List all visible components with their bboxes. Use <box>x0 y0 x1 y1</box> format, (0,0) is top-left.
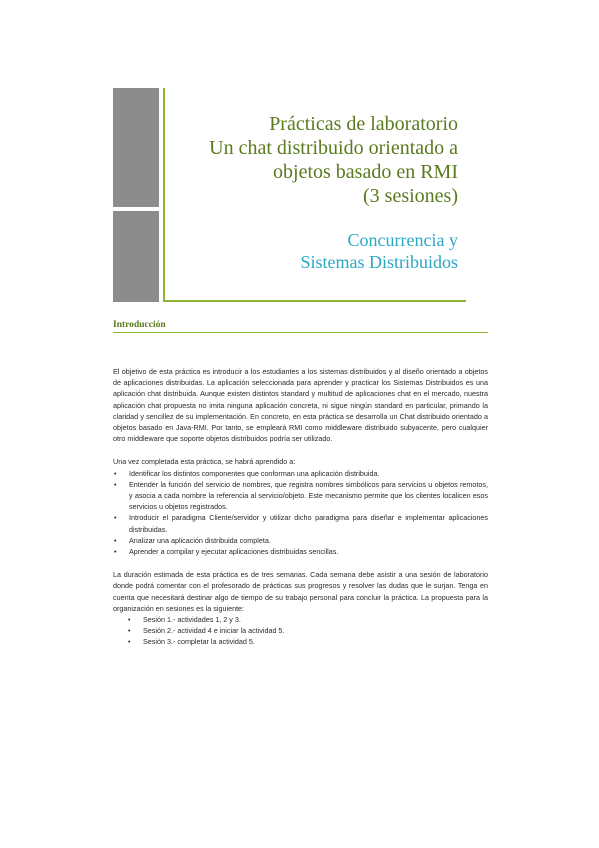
subtitle-line-2: Sistemas Distribuidos <box>300 252 458 272</box>
learning-intro: Una vez completada esta práctica, se habrá aprendido a: <box>113 457 296 467</box>
learning-list <box>113 468 488 558</box>
gray-bar-bottom <box>113 211 159 302</box>
title-line-3: objetos basado en RMI <box>273 161 458 183</box>
section-heading: Introducción <box>113 320 488 333</box>
title-line-4: (3 sesiones) <box>363 185 458 207</box>
bullet-icon: • <box>114 535 117 545</box>
document-subtitle <box>300 229 458 273</box>
bullet-icon: • <box>114 468 117 478</box>
learning-item: • Identificar los distintos componentes que conforman una aplicación distribuida. <box>114 468 380 478</box>
learning-item: • Aprender a compilar y ejecutar aplicaciones distribuidas sencillas. <box>114 547 339 557</box>
session-item: • Sesión 1.- actividades 1, 2 y 3. <box>128 615 241 625</box>
green-horizontal-rule <box>163 300 466 302</box>
bullet-icon: • <box>114 547 117 557</box>
learning-item: • Analizar una aplicación distribuida completa. <box>114 535 271 545</box>
sessions-list <box>113 614 488 648</box>
title-block <box>113 88 466 302</box>
duration-paragraph: La duración estimada de esta práctica es de tres semanas. Cada semana debe asistir a una sesión de laboratorio donde podrá comentar con el profesorado de prácticas sus progresos y resolver las dudas que le surjan. Tenga en cuenta que necesitará destinar algo de tiempo de su trabajo personal para concluir la práctica. La propuesta para la organización en sesiones es la siguiente: <box>113 570 488 613</box>
session-item: • Sesión 2.- actividad 4 e iniciar la actividad 5. <box>128 626 285 636</box>
bullet-icon: • <box>128 626 131 636</box>
bullet-icon: • <box>114 479 117 489</box>
session-item: • Sesión 3.- completar la actividad 5. <box>128 637 255 647</box>
intro-paragraph: El objetivo de esta práctica es introducir a los estudiantes a los sistemas distribuidos y al diseño orientado a objetos de aplicaciones distribuidas. La aplicación seleccionada para aprender y practicar los Sistemas Distribuidos es una aplicación chat distribuida. Aunque existen distintos standard y multitud de aplicaciones chat en el mercado, nuestra aplicación chat propuesta no imita ninguna aplicación concreta, ni sigue ningún standard en particular, primando la claridad y sencillez de su implementación. En concreto, en esta práctica se desarrolla un Chat distribuido orientado a objetos basado en Java-RMI. Por tanto, se empleará RMI como middleware distribuido subyacente, pero cualquier otro middleware que soporte objetos distribuidos podría ser utilizado. <box>113 367 488 444</box>
title-line-1: Prácticas de laboratorio <box>269 113 458 135</box>
gray-bar-top <box>113 88 159 207</box>
subtitle-line-1: Concurrencia y <box>347 230 458 250</box>
document-title <box>209 112 458 208</box>
document-body <box>113 366 488 648</box>
learning-item: • Entender la función del servicio de nombres, que registra nombres simbólicos para servicios u objetos remotos, y asocia a cada nombre la referencia al servicio/objeto. Este mecanismo permite que los clientes localicen esos servicios u objetos registrados. <box>114 479 488 512</box>
green-vertical-rule <box>163 88 165 302</box>
bullet-icon: • <box>128 615 131 625</box>
title-line-2: Un chat distribuido orientado a <box>209 137 458 159</box>
bullet-icon: • <box>114 513 117 523</box>
bullet-icon: • <box>128 637 131 647</box>
learning-item: • Introducir el paradigma Cliente/servidor y utilizar dicho paradigma para diseñar e implementar aplicaciones distribuidas. <box>114 513 488 534</box>
